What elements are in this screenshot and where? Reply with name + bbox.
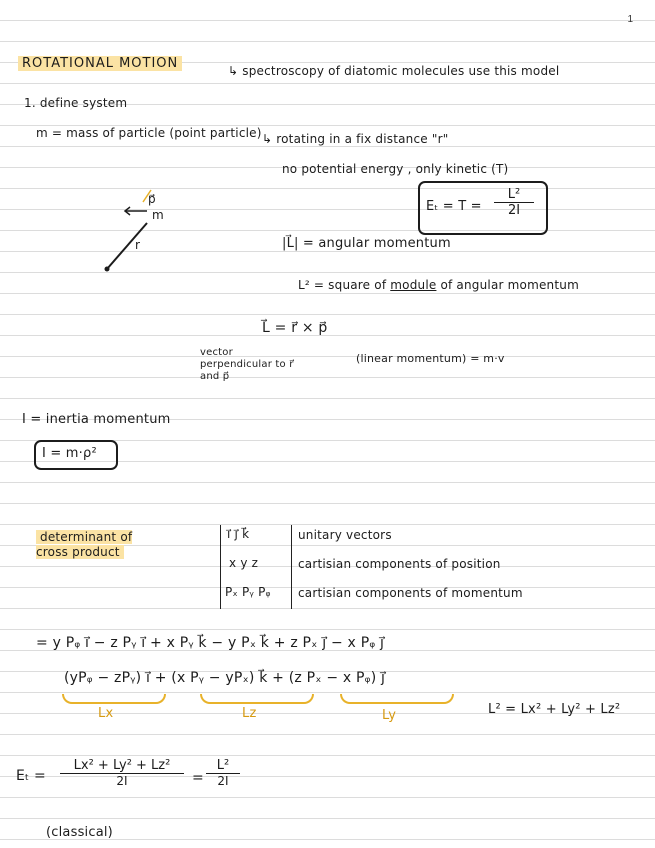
energy-box (418, 181, 548, 235)
lx-label: Lx (98, 706, 114, 721)
matrix-desc-momentum: cartisian components of momentum (298, 586, 523, 600)
linear-momentum-note: (linear momentum) = m·v (356, 352, 505, 365)
final-energy-equals: = (192, 770, 204, 786)
inertia-box (34, 440, 118, 470)
final-energy-denominator-2: 2I (206, 773, 240, 788)
determinant-highlight: determinant of cross product (36, 530, 133, 559)
energy-box-denominator: 2I (494, 202, 534, 218)
page-title (18, 56, 182, 71)
matrix-row-unit-vectors: i⃗ j⃗ k⃗ (227, 527, 250, 541)
ly-brace (340, 694, 454, 704)
lz-brace (200, 694, 314, 704)
final-energy-denominator: 2I (60, 773, 184, 788)
matrix-desc-unit: unitary vectors (298, 528, 392, 542)
final-energy-lhs: Eₜ = (16, 768, 46, 784)
determinant-matrix (220, 525, 292, 609)
l-squared-underlined: module (390, 278, 437, 292)
page-number: 1 (627, 14, 633, 25)
final-energy-numerator-2: L² (216, 758, 230, 773)
lx-brace (62, 694, 166, 704)
l-squared-suffix: of angular momentum (440, 278, 579, 292)
cross-product-formula: L⃗ = r⃗ × p⃗ (262, 320, 328, 336)
title-note: ↳ spectroscopy of diatomic molecules use this model (228, 64, 560, 78)
classical-note: (classical) (46, 825, 113, 840)
l-squared-sum: L² = Lx² + Ly² + Lz² (488, 702, 621, 717)
step-define-system: 1. define system (24, 96, 128, 110)
matrix-row-momentum: Pₓ Pᵧ Pᵩ (225, 585, 271, 599)
no-potential-note: no potential energy , only kinetic (T) (282, 162, 509, 176)
radius-line (107, 223, 147, 269)
ly-label: Ly (382, 708, 397, 723)
grouped-line: (yPᵩ − zPᵧ) i⃗ + (x Pᵧ − yPₓ) k⃗ + (z Pₓ − x Pᵩ) j⃗ (64, 670, 386, 686)
final-energy-fraction (60, 758, 184, 788)
inertia-definition: I = inertia momentum (22, 412, 171, 427)
lz-label: Lz (242, 706, 257, 721)
expansion-line: = y Pᵩ i⃗ − z Pᵧ i⃗ + x Pᵧ k⃗ − y Pₓ k⃗ + z Pₓ j⃗ − x Pᵩ j⃗ (36, 635, 385, 651)
rotating-note: ↳ rotating in a fix distance "r" (262, 132, 449, 146)
mass-definition: m = mass of particle (point particle) (36, 126, 262, 140)
final-energy-fraction-2 (206, 758, 240, 788)
final-energy-numerator: Lx² + Ly² + Lz² (73, 758, 171, 773)
l-squared-def (298, 278, 579, 292)
energy-box-lhs: Eₜ = T = (426, 199, 482, 214)
energy-box-fraction (494, 187, 534, 218)
vector-note: vector perpendicular to r⃗ and p⃗ (200, 347, 294, 382)
title-highlight: ROTATIONAL MOTION (18, 56, 182, 71)
inertia-formula: I = m·ρ² (42, 446, 97, 461)
p-label: p⃗ (148, 192, 156, 206)
origin-point (105, 267, 110, 272)
determinant-label (36, 530, 146, 560)
matrix-desc-position: cartisian components of position (298, 557, 501, 571)
rotation-diagram (95, 180, 185, 280)
m-label: m (152, 208, 164, 222)
energy-box-numerator: L² (507, 187, 521, 202)
matrix-row-position: x y z (229, 556, 259, 570)
l-squared-prefix: L² = square of (298, 278, 387, 292)
angular-momentum-def: |L⃗| = angular momentum (282, 236, 451, 251)
r-label: r (135, 238, 141, 252)
